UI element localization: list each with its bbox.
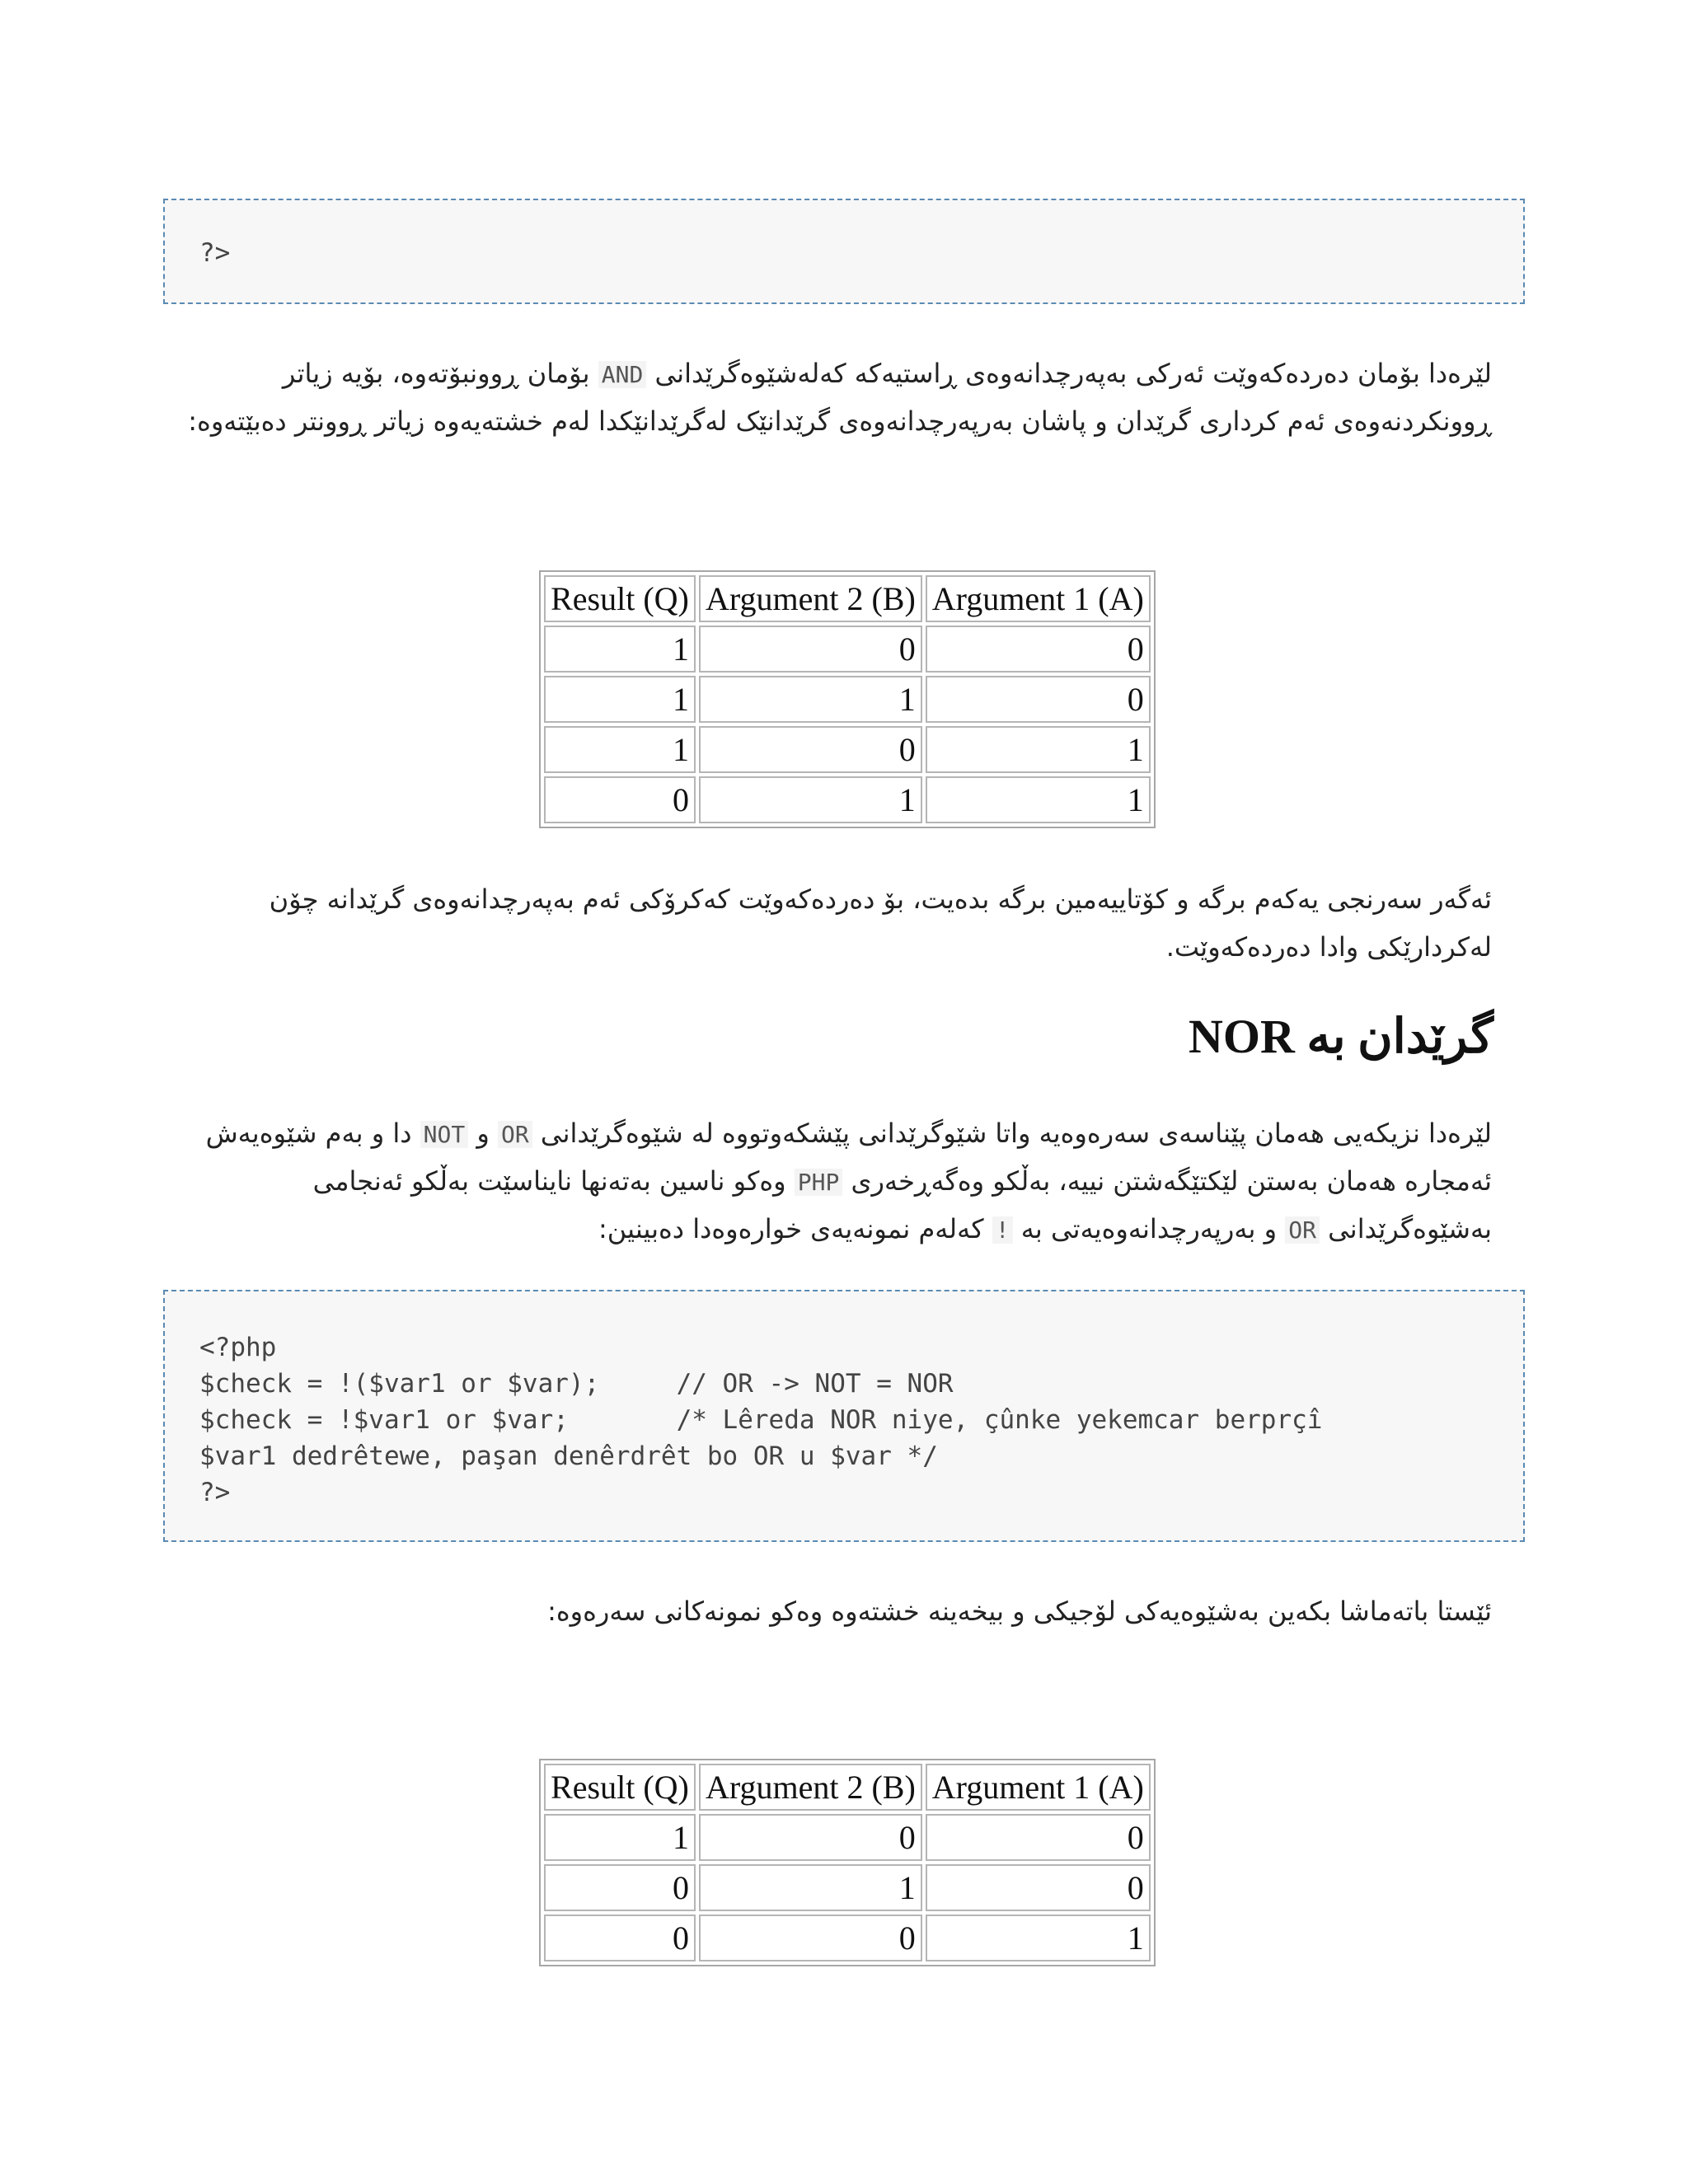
column-header-argument-1: Argument 1 (A) bbox=[926, 575, 1151, 622]
table-cell: 1 bbox=[926, 776, 1151, 823]
table-cell: 0 bbox=[926, 1814, 1151, 1861]
code-line: $check = !($var1 or $var); // OR -> NOT = NOR bbox=[199, 1369, 954, 1399]
table-row bbox=[544, 626, 1151, 673]
column-header-argument-1: Argument 1 (A) bbox=[926, 1764, 1151, 1811]
table-cell: 1 bbox=[926, 726, 1151, 773]
inline-code-or: OR bbox=[1285, 1216, 1320, 1244]
table-cell: 0 bbox=[699, 1814, 922, 1861]
table-row bbox=[544, 726, 1151, 773]
paragraph-line: لێرەدا نزیکەیی هەمان پێناسەی سەرەوەیە واتا شێوگرێدانی پێشکەوتووە لە شێوەگرێدانی OR و NOT دا و بەم شێوەیەش bbox=[205, 1118, 1492, 1149]
table-cell: 0 bbox=[544, 776, 696, 823]
code-block-nor-example bbox=[163, 1290, 1525, 1542]
table-cell: 1 bbox=[544, 676, 696, 723]
column-header-argument-2: Argument 2 (B) bbox=[699, 1764, 922, 1811]
code-line: ?> bbox=[199, 238, 231, 268]
paragraph-observation bbox=[190, 875, 1492, 971]
inline-code-not-operator: ! bbox=[992, 1216, 1013, 1244]
column-header-result: Result (Q) bbox=[544, 575, 696, 622]
table-cell: 1 bbox=[699, 676, 922, 723]
table-cell: 1 bbox=[699, 1864, 922, 1911]
table-cell: 0 bbox=[926, 626, 1151, 673]
paragraph-line: بەشێوەگرێدانی OR و بەرپەرچدانەوەیەتی بە ! کەلەم نمونەیەی خوارەوەدا دەبینین: bbox=[598, 1213, 1492, 1244]
table-cell: 0 bbox=[699, 726, 922, 773]
paragraph-nor-explanation bbox=[190, 1109, 1492, 1253]
table-cell: 0 bbox=[544, 1915, 696, 1961]
code-line: <?php bbox=[199, 1333, 277, 1362]
paragraph-line: لەکردارێکی وادا دەردەکەوێت. bbox=[1165, 931, 1492, 963]
section-heading-nor: گرێدان بە NOR bbox=[1188, 1010, 1493, 1063]
table-cell: 1 bbox=[699, 776, 922, 823]
code-line: ?> bbox=[199, 1478, 231, 1507]
table-header-row bbox=[544, 1764, 1151, 1811]
table-row bbox=[544, 1915, 1151, 1961]
inline-code-php: PHP bbox=[795, 1169, 843, 1196]
inline-code-not: NOT bbox=[420, 1121, 469, 1148]
table-row bbox=[544, 676, 1151, 723]
truth-table-nor bbox=[539, 1759, 1156, 1966]
paragraph-intro-table-2 bbox=[190, 1587, 1492, 1635]
column-header-result: Result (Q) bbox=[544, 1764, 696, 1811]
paragraph-line: ئەمجارە هەمان بەستن لێکتێگەشتن نییە، بەڵکو وەگەڕخەری PHP وەکو ناسین بەتەنها نایناسێت بەڵکو ئەنجامی bbox=[312, 1165, 1492, 1197]
table-cell: 0 bbox=[926, 676, 1151, 723]
table-row bbox=[544, 776, 1151, 823]
table-cell: 0 bbox=[699, 1915, 922, 1961]
table-cell: 0 bbox=[544, 1864, 696, 1911]
table-header-row bbox=[544, 575, 1151, 622]
table-cell: 1 bbox=[544, 1814, 696, 1861]
paragraph-line: لێرەدا بۆمان دەردەکەوێت ئەرکی بەپەرچدانەوەی ڕاستیەکە کەلەشێوەگرێدانی AND بۆمان ڕوونبۆتەوە، بۆیە زیاتر bbox=[282, 358, 1492, 389]
table-cell: 1 bbox=[926, 1915, 1151, 1961]
paragraph-line: ڕوونکردنەوەی ئەم کرداری گرێدان و پاشان بەرپەرچدانەوەی گرێدانێک لەگرێدانێکدا لەم خشتەیەوە زیاتر ڕوونتر دەبێتەوە: bbox=[188, 405, 1492, 437]
paragraph-line: ئەگەر سەرنجی یەکەم برگە و کۆتاییەمین برگە بدەیت، بۆ دەردەکەوێت کەکرۆکی ئەم بەپەرچدانەوەی گرێدانە چۆن bbox=[269, 883, 1492, 915]
table-cell: 1 bbox=[544, 626, 696, 673]
truth-table-nand bbox=[539, 570, 1156, 828]
inline-code-or: OR bbox=[498, 1121, 532, 1148]
code-line: $check = !$var1 or $var; /* Lêreda NOR niye, çûnke yekemcar berprçî bbox=[199, 1405, 1323, 1435]
table-cell: 0 bbox=[699, 626, 922, 673]
inline-code-and: AND bbox=[598, 361, 647, 388]
table-row bbox=[544, 1814, 1151, 1861]
column-header-argument-2: Argument 2 (B) bbox=[699, 575, 922, 622]
code-line: $var1 dedrêtewe, paşan denêrdrêt bo OR u $var */ bbox=[199, 1441, 938, 1471]
paragraph-and-explanation bbox=[190, 349, 1492, 445]
code-block-closing-tag bbox=[163, 199, 1525, 304]
paragraph-line: ئێستا باتەماشا بکەین بەشێوەیەکی لۆجیکی و بیخەینە خشتەوە وەکو نمونەکانی سەرەوە: bbox=[547, 1596, 1492, 1627]
table-cell: 0 bbox=[926, 1864, 1151, 1911]
table-row bbox=[544, 1864, 1151, 1911]
table-cell: 1 bbox=[544, 726, 696, 773]
